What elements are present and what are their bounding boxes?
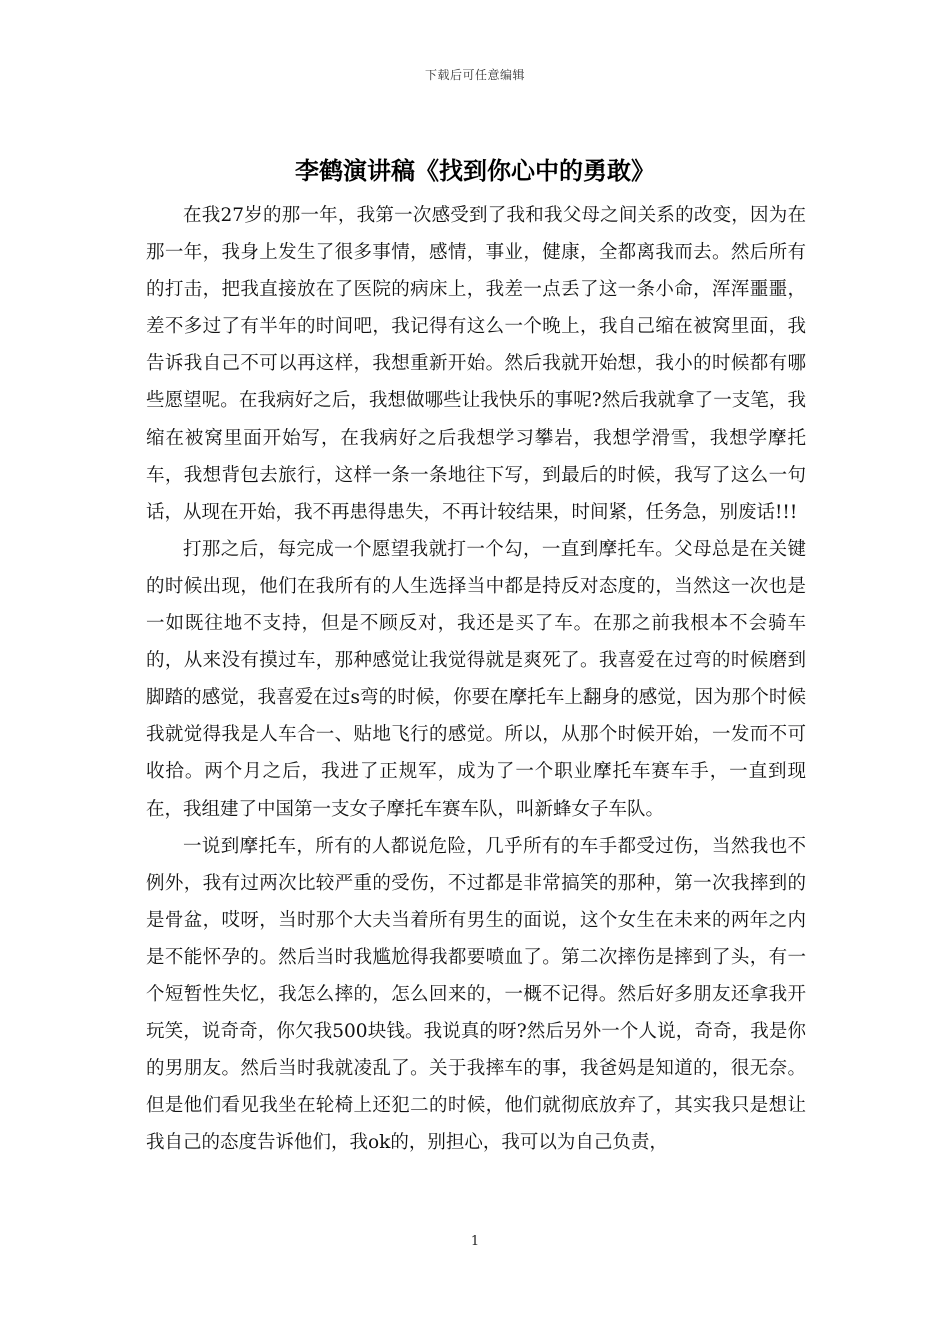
paragraph: 打那之后，每完成一个愿望我就打一个勾，一直到摩托车。父母总是在关键的时候出现，他们在我所有的人生选择当中都是持反对态度的，当然这一次也是一如既往地不支持，但是不顾反对，我还是买了车。在那之前我根本不会骑车的，从来没有摸过车，那种感觉让我觉得就是爽死了。我喜爱在过弯的时候磨到脚踏的感觉，我喜爱在过s弯的时候，你要在摩托车上翻身的感觉，因为那个时候我就觉得我是人车合一、贴地飞行的感觉。所以，从那个时候开始，一发而不可收拾。两个月之后，我进了正规军，成为了一个职业摩托车赛车手，一直到现在，我组建了中国第一支女子摩托车赛车队，叫新蜂女子车队。 bbox=[146, 538, 806, 820]
page-number: 1 bbox=[470, 1234, 480, 1249]
header-note: 下载后可任意编辑 bbox=[424, 68, 525, 82]
paragraph: 在我27岁的那一年，我第一次感受到了我和我父母之间关系的改变，因为在那一年，我身上发生了很多事情，感情，事业，健康，全都离我而去。然后所有的打击，把我直接放在了医院的病床上，我差一点丢了这一条小命，浑浑噩噩，差不多过了有半年的时间吧，我记得有这么一个晚上，我自己缩在被窝里面，我告诉我自己不可以再这样，我想重新开始。然后我就开始想，我小的时候都有哪些愿望呢。在我病好之后，我想做哪些让我快乐的事呢?然后我就拿了一支笔，我缩在被窝里面开始写，在我病好之后我想学习攀岩，我想学滑雪，我想学摩托车，我想背包去旅行，这样一条一条地往下写，到最后的时候，我写了这么一句话，从现在开始，我不再患得患失，不再计较结果，时间紧，任务急，别废话!!! bbox=[146, 205, 806, 523]
document-title: 李鹤演讲稿《找到你心中的勇敢》 bbox=[295, 157, 655, 185]
paragraph: 一说到摩托车，所有的人都说危险，几乎所有的车手都受过伤，当然我也不例外，我有过两次比较严重的受伤，不过都是非常搞笑的那种，第一次我摔到的是骨盆，哎呀，当时那个大夫当着所有男生的面说，这个女生在未来的两年之内是不能怀孕的。然后当时我尴尬得我都要喷血了。第二次摔伤是摔到了头，有一个短暂性失忆，我怎么摔的，怎么回来的，一概不记得。然后好多朋友还拿我开玩笑，说奇奇，你欠我500块钱。我说真的呀?然后另外一个人说，奇奇，我是你的男朋友。然后当时我就凌乱了。关于我摔车的事，我爸妈是知道的，很无奈。但是他们看见我坐在轮椅上还犯二的时候，他们就彻底放弃了，其实我只是想让我自己的态度告诉他们，我ok的，别担心，我可以为自己负责， bbox=[146, 835, 806, 1154]
body-text bbox=[146, 197, 806, 1161]
